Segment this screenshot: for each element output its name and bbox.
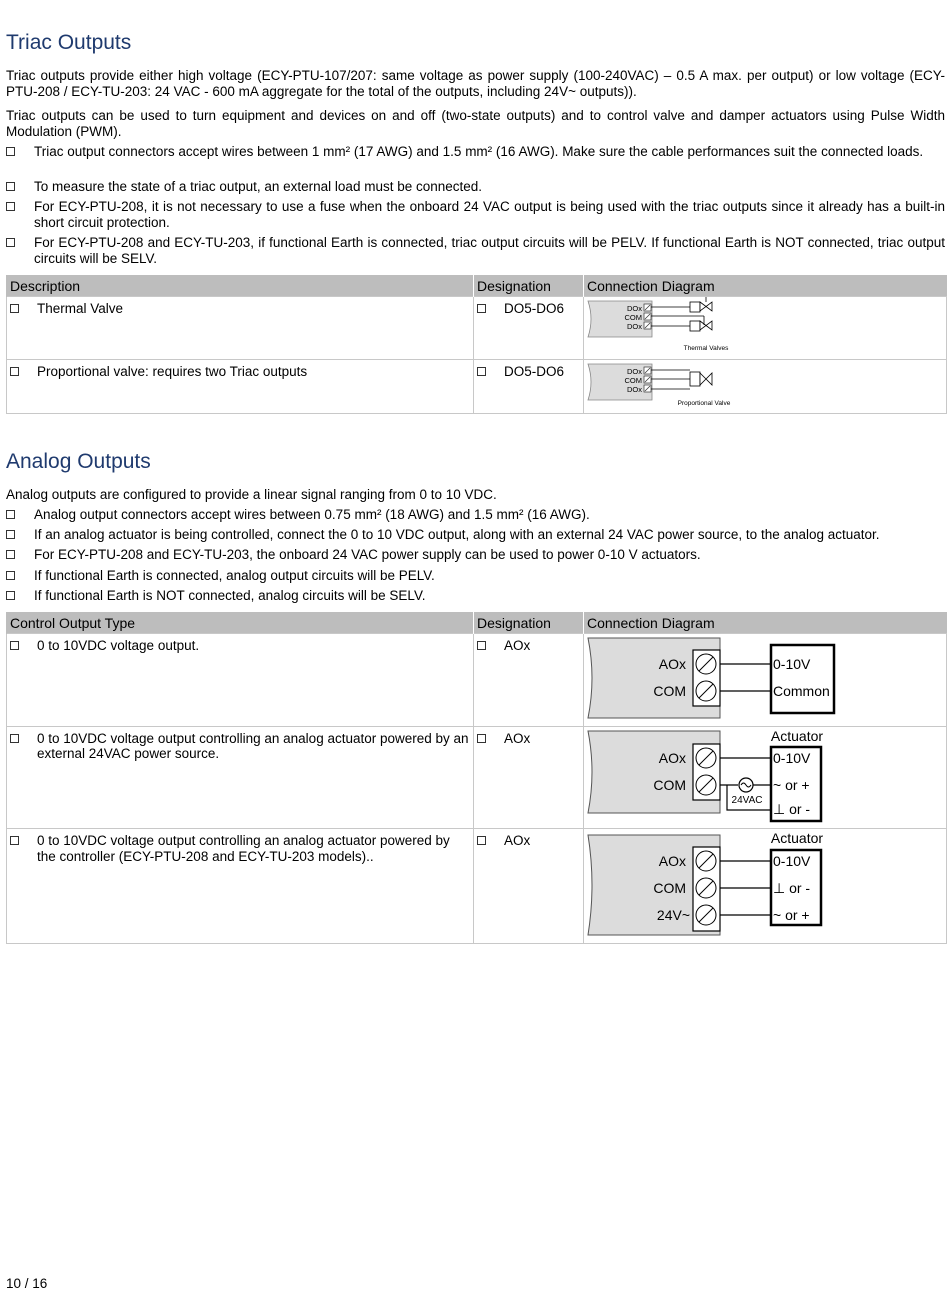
analog-outputs-heading: Analog Outputs bbox=[6, 450, 151, 473]
row-description: 0 to 10VDC voltage output controlling an analog actuator powered by an external 24VAC power source. bbox=[37, 730, 469, 761]
terminal-label: 0-10V bbox=[773, 749, 811, 766]
row-designation: DO5-DO6 bbox=[504, 301, 565, 316]
analog-intro-paragraph: Analog outputs are configured to provide a linear signal ranging from 0 to 10 VDC. bbox=[6, 487, 497, 502]
actuator-label: Actuator bbox=[770, 830, 824, 846]
actuator-label: Actuator bbox=[770, 727, 824, 744]
column-header: Designation bbox=[474, 612, 584, 634]
terminal-label: ~ or + bbox=[773, 907, 810, 923]
triac-usage-paragraph: Triac outputs can be used to turn equipment and devices on and off (two-state outputs) and to control valve and damper actuators using Pulse Width Modulation (PWM). bbox=[6, 108, 945, 139]
terminal-label: 0-10V bbox=[773, 656, 811, 672]
checkbox-bullet-icon bbox=[477, 836, 486, 845]
column-header: Designation bbox=[474, 275, 584, 297]
row-designation: AOx bbox=[504, 638, 531, 653]
terminal-label: ⊥ or - bbox=[773, 880, 811, 896]
terminal-label: COM bbox=[653, 683, 686, 699]
checkbox-bullet-icon bbox=[10, 836, 19, 845]
checkbox-bullet-icon bbox=[6, 147, 15, 156]
checkbox-bullet-icon bbox=[6, 202, 15, 211]
table-row bbox=[7, 829, 947, 944]
triac-bullet: To measure the state of a triac output, an external load must be connected. bbox=[6, 179, 945, 195]
triac-outputs-heading: Triac Outputs bbox=[6, 31, 132, 54]
column-header: Connection Diagram bbox=[584, 612, 947, 634]
row-designation: AOx bbox=[504, 730, 531, 746]
terminal-label: AOx bbox=[658, 853, 686, 869]
checkbox-bullet-icon bbox=[10, 367, 19, 376]
checkbox-bullet-icon bbox=[6, 530, 15, 539]
proportional-valve-wiring-diagram bbox=[584, 360, 784, 410]
terminal-label: DOx bbox=[627, 304, 642, 313]
row-designation: AOx bbox=[504, 833, 531, 848]
analog-bullet: If functional Earth is connected, analog output circuits will be PELV. bbox=[6, 568, 945, 584]
external-24vac-wiring-diagram bbox=[584, 727, 884, 825]
terminal-label: AOx bbox=[658, 749, 686, 766]
terminal-label: Common bbox=[773, 683, 830, 699]
table-row bbox=[7, 297, 947, 360]
table-row bbox=[7, 359, 947, 414]
triac-bullet: For ECY-PTU-208, it is not necessary to use a fuse when the onboard 24 VAC output is being used with the triac outputs since it already has a built-in short circuit protection. bbox=[6, 199, 945, 230]
row-description: Thermal Valve bbox=[37, 301, 124, 316]
analog-bullet: If an analog actuator is being controlled, connect the 0 to 10 VDC output, along with an external 24 VAC power source, to the analog actuator. bbox=[6, 527, 945, 543]
terminal-label: COM bbox=[653, 776, 686, 793]
checkbox-bullet-icon bbox=[10, 734, 19, 743]
checkbox-bullet-icon bbox=[6, 591, 15, 600]
table-row bbox=[7, 726, 947, 829]
controller-powered-wiring-diagram bbox=[584, 829, 884, 939]
checkbox-bullet-icon bbox=[6, 510, 15, 519]
voltage-output-wiring-diagram bbox=[584, 634, 884, 722]
checkbox-bullet-icon bbox=[477, 734, 486, 743]
checkbox-bullet-icon bbox=[6, 238, 15, 247]
analog-bullet: If functional Earth is NOT connected, analog circuits will be SELV. bbox=[6, 588, 945, 604]
table-row bbox=[7, 634, 947, 727]
terminal-label: ⊥ or - bbox=[773, 800, 811, 817]
checkbox-bullet-icon bbox=[477, 641, 486, 650]
checkbox-bullet-icon bbox=[477, 304, 486, 313]
terminal-label: COM bbox=[653, 880, 686, 896]
thermal-valves-wiring-diagram bbox=[584, 297, 784, 355]
analog-bullet: For ECY-PTU-208 and ECY-TU-203, the onboard 24 VAC power supply can be used to power 0-10 V actuators. bbox=[6, 547, 945, 563]
triac-connection-table bbox=[6, 275, 947, 414]
terminal-label: DOx bbox=[627, 384, 642, 394]
page-number: 10 / 16 bbox=[6, 1276, 48, 1291]
terminal-label: 24V~ bbox=[656, 907, 690, 923]
diagram-caption: Proportional Valve bbox=[677, 399, 731, 407]
terminal-label: ~ or + bbox=[773, 776, 810, 793]
terminal-label: COM bbox=[624, 313, 642, 322]
terminal-label: 0-10V bbox=[773, 853, 811, 869]
triac-bullet: Triac output connectors accept wires between 1 mm² (17 AWG) and 1.5 mm² (16 AWG). Make sure the cable performances suit the connected loads. bbox=[6, 144, 945, 160]
terminal-label: DOx bbox=[627, 322, 642, 331]
terminal-label: COM bbox=[624, 375, 642, 385]
analog-connection-table bbox=[6, 612, 947, 944]
column-header: Connection Diagram bbox=[584, 275, 947, 297]
row-description: 0 to 10VDC voltage output controlling an analog actuator powered by the controller (ECY-PTU-208 and ECY-TU-203 models).. bbox=[37, 833, 450, 864]
checkbox-bullet-icon bbox=[477, 367, 486, 376]
triac-bullet: For ECY-PTU-208 and ECY-TU-203, if functional Earth is connected, triac output circuits will be PELV. If functional Earth is NOT connected, triac output circuits will be SELV. bbox=[6, 235, 945, 266]
terminal-label: DOx bbox=[627, 366, 642, 376]
checkbox-bullet-icon bbox=[10, 304, 19, 313]
checkbox-bullet-icon bbox=[6, 550, 15, 559]
diagram-caption: Thermal Valves bbox=[683, 345, 729, 352]
column-header: Description bbox=[7, 275, 474, 297]
analog-bullet: Analog output connectors accept wires between 0.75 mm² (18 AWG) and 1.5 mm² (16 AWG). bbox=[6, 507, 945, 523]
terminal-label: AOx bbox=[658, 656, 686, 672]
checkbox-bullet-icon bbox=[6, 571, 15, 580]
row-description: Proportional valve: requires two Triac outputs bbox=[37, 363, 308, 379]
checkbox-bullet-icon bbox=[10, 641, 19, 650]
checkbox-bullet-icon bbox=[6, 182, 15, 191]
row-designation: DO5-DO6 bbox=[504, 363, 565, 379]
source-label: 24VAC bbox=[731, 794, 763, 806]
column-header: Control Output Type bbox=[7, 612, 474, 634]
triac-intro-paragraph: Triac outputs provide either high voltage (ECY-PTU-107/207: same voltage as power supply (100-240VAC) – 0.5 A max. per output) or low voltage (ECY-PTU-208 / ECY-TU-203: 24 VAC - 600 mA aggregate for the total of the outputs, including 24V~ outputs)). bbox=[6, 68, 945, 99]
row-description: 0 to 10VDC voltage output. bbox=[37, 638, 200, 653]
